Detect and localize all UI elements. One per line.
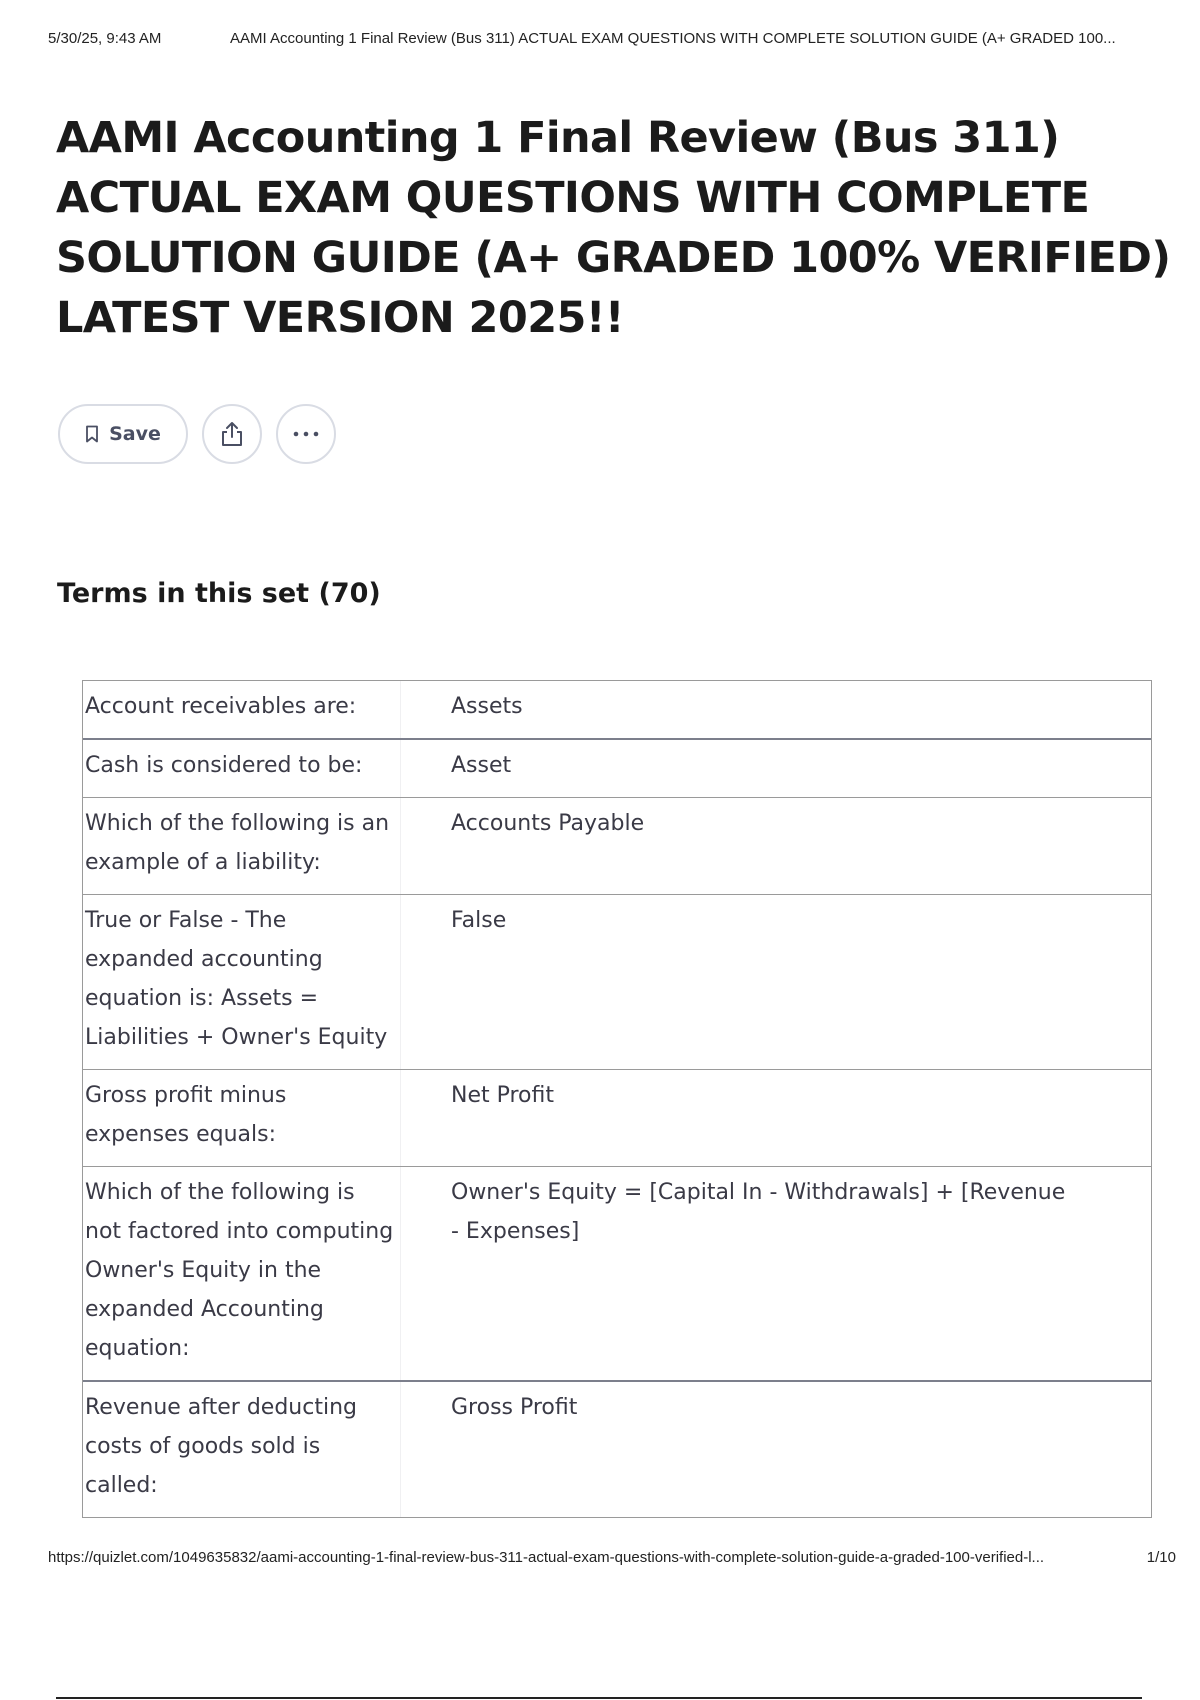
definition-text: Accounts Payable bbox=[451, 811, 645, 836]
share-icon bbox=[219, 420, 245, 448]
term-text: Which of the following is an example of a liability: bbox=[83, 798, 401, 894]
definition-text: Gross Profit bbox=[451, 1395, 578, 1420]
term-text: Gross profit minus expenses equals: bbox=[83, 1070, 401, 1166]
term-row bbox=[83, 1166, 1151, 1380]
page-title: AAMI Accounting 1 Final Review (Bus 311) ACTUAL EXAM QUESTIONS WITH COMPLETE SOLUTION GUIDE (A+ GRADED 100% VERIFIED) LATEST VERSION 2025!! bbox=[56, 113, 1171, 343]
term-text: Revenue after deducting costs of goods sold is called: bbox=[83, 1382, 401, 1517]
definition-text: False bbox=[451, 908, 507, 933]
page-url: https://quizlet.com/1049635832/aami-accounting-1-final-review-bus-311-actual-exam-questions-with-complete-solution-guide-a-graded-100-verified-l... bbox=[48, 1549, 1045, 1566]
page-divider bbox=[56, 1697, 1142, 1699]
definition-text: Net Profit bbox=[451, 1083, 554, 1108]
term-row bbox=[83, 1069, 1151, 1166]
page-number: 1/10 bbox=[1146, 1549, 1176, 1566]
terms-heading: Terms in this set (70) bbox=[57, 578, 381, 609]
print-date: 5/30/25, 9:43 AM bbox=[48, 30, 162, 47]
bookmark-icon bbox=[85, 425, 99, 443]
term-text: Cash is considered to be: bbox=[83, 740, 401, 797]
print-header bbox=[48, 30, 1176, 50]
terms-table bbox=[82, 680, 1152, 1518]
definition-text: Owner's Equity = [Capital In - Withdrawals] + [Revenue - Expenses] bbox=[451, 1180, 1066, 1244]
term-row bbox=[83, 797, 1151, 894]
share-button[interactable] bbox=[202, 404, 262, 464]
more-icon bbox=[292, 431, 320, 437]
save-label: Save bbox=[109, 423, 161, 445]
definition-text: Asset bbox=[451, 753, 512, 778]
term-row bbox=[83, 894, 1151, 1069]
save-button[interactable] bbox=[58, 404, 188, 464]
term-row bbox=[83, 681, 1151, 738]
term-row bbox=[83, 738, 1151, 797]
term-text: Which of the following is not factored into computing Owner's Equity in the expanded Accounting equation: bbox=[83, 1167, 401, 1380]
definition-text: Assets bbox=[451, 694, 523, 719]
term-text: Account receivables are: bbox=[83, 681, 401, 738]
more-options-button[interactable] bbox=[276, 404, 336, 464]
print-document-title: AAMI Accounting 1 Final Review (Bus 311) ACTUAL EXAM QUESTIONS WITH COMPLETE SOLUTION GUIDE (A+ GRADED 100... bbox=[230, 30, 1116, 47]
print-footer bbox=[48, 1549, 1176, 1569]
term-row bbox=[83, 1380, 1151, 1517]
action-bar bbox=[58, 404, 336, 464]
term-text: True or False - The expanded accounting equation is: Assets = Liabilities + Owner's Equity bbox=[83, 895, 401, 1069]
